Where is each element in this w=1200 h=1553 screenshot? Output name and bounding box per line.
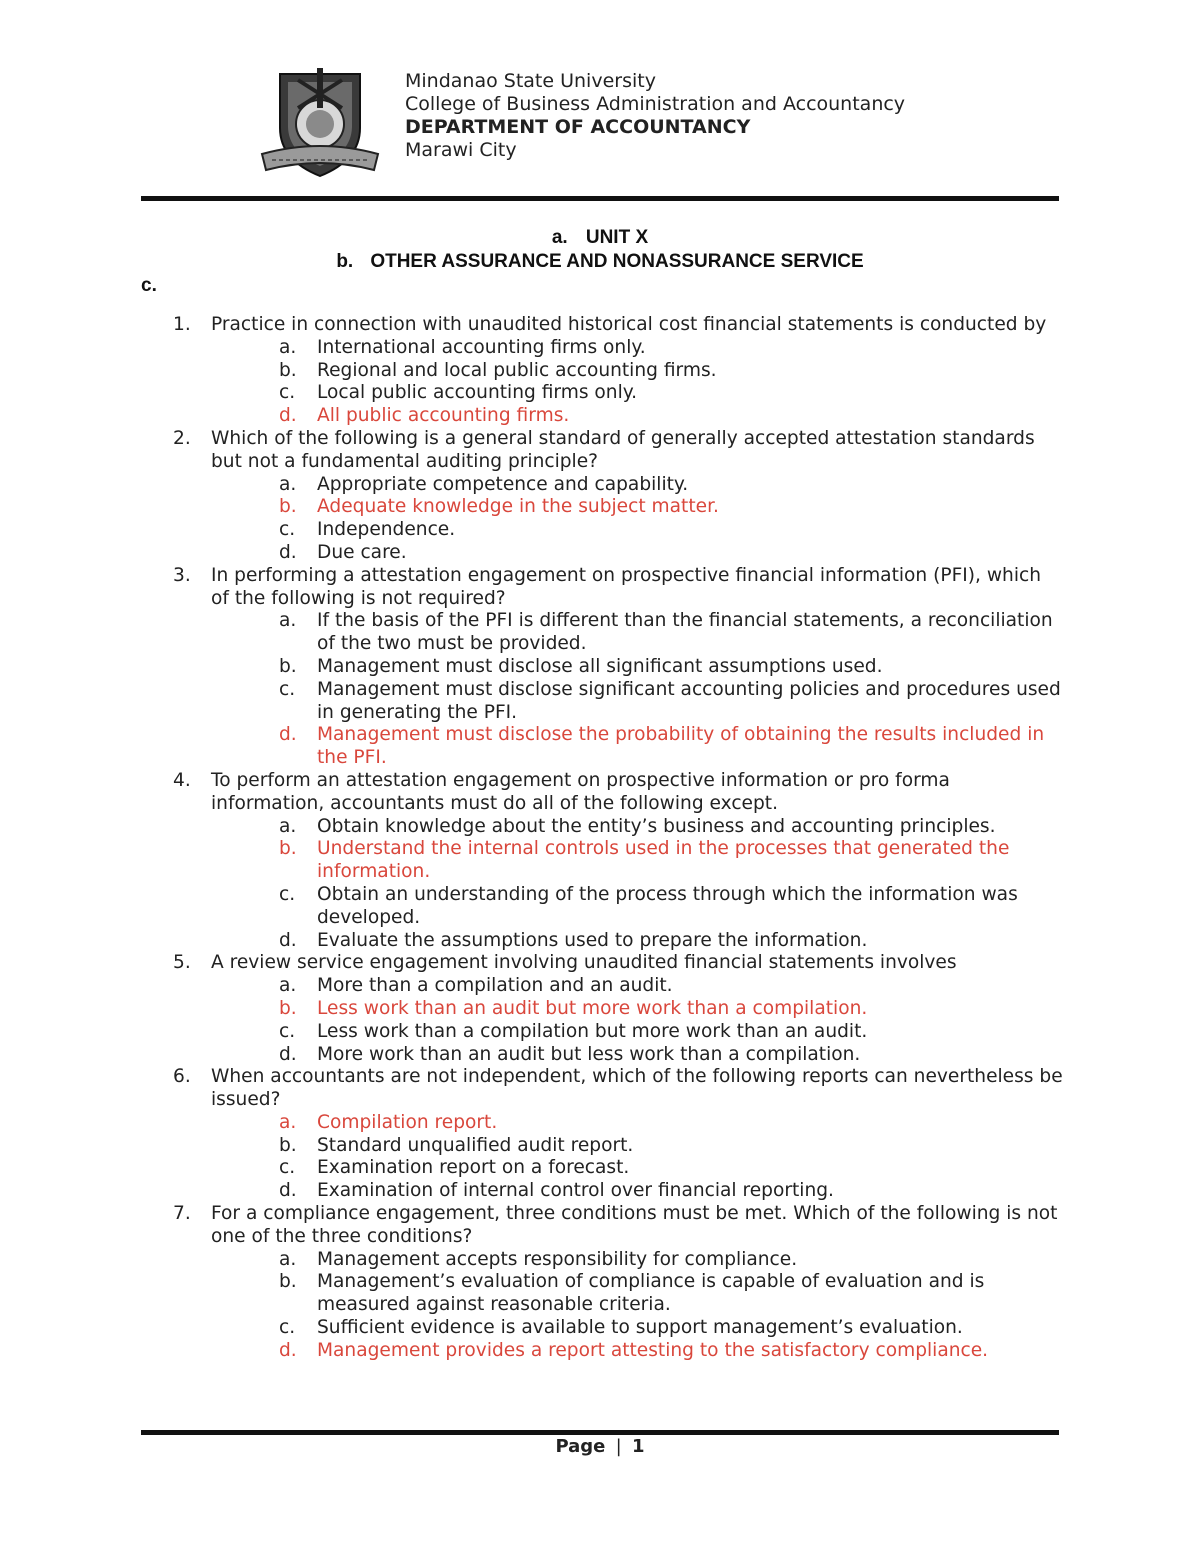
option-item xyxy=(279,496,1063,519)
question-item xyxy=(173,314,1063,428)
option-item xyxy=(279,884,1063,930)
option-item xyxy=(279,474,1063,497)
option-letter: c. xyxy=(279,1020,296,1042)
option-letter: d. xyxy=(279,405,297,427)
option-item xyxy=(279,542,1063,565)
option-letter: b. xyxy=(279,997,297,1019)
option-letter: a. xyxy=(279,1248,297,1270)
option-item xyxy=(279,337,1063,360)
option-letter: d. xyxy=(279,1339,297,1361)
option-text: Local public accounting firms only. xyxy=(317,382,638,404)
unit-title xyxy=(141,226,1059,250)
question-number: 1. xyxy=(173,314,191,335)
option-item xyxy=(279,656,1063,679)
option-letter: a. xyxy=(279,610,297,632)
option-letter: b. xyxy=(279,496,297,518)
option-letter: c. xyxy=(279,519,296,541)
option-text: Less work than an audit but more work than a compilation. xyxy=(317,997,868,1019)
option-list xyxy=(279,1249,1063,1363)
question-number: 2. xyxy=(173,427,191,449)
option-letter: d. xyxy=(279,724,297,746)
question-text: Which of the following is a general standard of generally accepted attestation standards but not a fundamental auditing principle? xyxy=(211,427,1035,472)
option-item xyxy=(279,1044,1063,1067)
option-item xyxy=(279,1021,1063,1044)
option-text: More work than an audit but less work than a compilation. xyxy=(317,1043,861,1065)
option-letter: a. xyxy=(279,975,297,997)
question-number: 5. xyxy=(173,952,191,974)
question-item xyxy=(173,1066,1063,1203)
option-text: Management must disclose significant accounting policies and procedures used in generating the PFI. xyxy=(317,678,1061,723)
option-text: Standard unqualified audit report. xyxy=(317,1134,634,1156)
question-item xyxy=(173,428,1063,565)
city-name: Marawi City xyxy=(405,139,517,161)
option-item xyxy=(279,1271,1063,1317)
option-item xyxy=(279,1135,1063,1158)
question-number: 6. xyxy=(173,1066,191,1088)
option-item xyxy=(279,610,1063,656)
question-text: When accountants are not independent, which of the following reports can nevertheless be issued? xyxy=(211,1066,1063,1111)
option-letter: a. xyxy=(279,336,297,358)
option-list xyxy=(279,816,1063,953)
question-item xyxy=(173,770,1063,952)
option-letter: a. xyxy=(279,473,297,495)
option-letter: d. xyxy=(279,541,297,563)
option-item xyxy=(279,816,1063,839)
question-list xyxy=(173,314,1063,1363)
institution-header xyxy=(405,70,905,162)
option-item xyxy=(279,1340,1063,1363)
question-number: 4. xyxy=(173,769,191,791)
option-list xyxy=(279,474,1063,565)
option-list xyxy=(279,1112,1063,1203)
university-name: Mindanao State University xyxy=(405,70,656,92)
option-text: Obtain an understanding of the process through which the information was developed. xyxy=(317,883,1018,928)
option-text: More than a compilation and an audit. xyxy=(317,975,673,997)
department-name: DEPARTMENT OF ACCOUNTANCY xyxy=(405,116,751,138)
page-separator: | xyxy=(615,1436,622,1457)
option-list xyxy=(279,975,1063,1066)
option-text: Independence. xyxy=(317,519,456,541)
question-item xyxy=(173,1203,1063,1363)
page-footer xyxy=(0,1435,1200,1459)
option-item xyxy=(279,724,1063,770)
question-text: In performing a attestation engagement on prospective financial information (PFI), which of the following is not required? xyxy=(211,564,1041,609)
question-text: To perform an attestation engagement on prospective information or pro forma information, accountants must do all of the following except. xyxy=(211,769,950,814)
option-text: Compilation report. xyxy=(317,1111,498,1133)
option-letter: d. xyxy=(279,929,297,951)
option-text: Evaluate the assumptions used to prepare the information. xyxy=(317,929,868,951)
option-text: International accounting firms only. xyxy=(317,336,646,358)
option-item xyxy=(279,519,1063,542)
option-text: Examination of internal control over financial reporting. xyxy=(317,1180,834,1202)
option-letter: b. xyxy=(279,1134,297,1156)
option-item xyxy=(279,405,1063,428)
empty-title-line xyxy=(141,274,1059,298)
section-title xyxy=(141,250,1059,274)
option-list xyxy=(279,610,1063,770)
unit-title-text: UNIT X xyxy=(585,227,649,248)
option-text: Management must disclose the probability of obtaining the results included in the PFI. xyxy=(317,724,1045,769)
question-text: A review service engagement involving unaudited financial statements involves xyxy=(211,952,957,974)
option-text: Appropriate competence and capability. xyxy=(317,473,689,495)
option-text: Management accepts responsibility for compliance. xyxy=(317,1248,798,1270)
option-letter: a. xyxy=(279,1111,297,1133)
option-text: Obtain knowledge about the entity’s business and accounting principles. xyxy=(317,815,996,837)
option-text: Due care. xyxy=(317,541,407,563)
question-text: For a compliance engagement, three conditions must be met. Which of the following is not one of the three conditions? xyxy=(211,1203,1058,1247)
option-item xyxy=(279,975,1063,998)
option-letter: a. xyxy=(279,815,297,837)
option-letter: c. xyxy=(279,678,296,700)
option-letter: b. xyxy=(279,359,297,381)
question-item xyxy=(173,952,1063,1066)
document-titles xyxy=(141,226,1059,298)
option-list xyxy=(279,337,1063,428)
option-text: Regional and local public accounting firms. xyxy=(317,359,717,381)
option-letter: c. xyxy=(279,382,296,404)
university-seal-icon xyxy=(258,62,382,186)
option-text: Management’s evaluation of compliance is capable of evaluation and is measured against reasonable criteria. xyxy=(317,1271,985,1316)
empty-title-marker: c. xyxy=(141,275,157,296)
option-item xyxy=(279,1157,1063,1180)
option-item xyxy=(279,382,1063,405)
option-letter: c. xyxy=(279,883,296,905)
option-letter: d. xyxy=(279,1043,297,1065)
page-label: Page xyxy=(555,1436,606,1457)
option-text: Management provides a report attesting to the satisfactory compliance. xyxy=(317,1339,989,1361)
option-text: If the basis of the PFI is different than the financial statements, a reconciliation of the two must be provided. xyxy=(317,610,1053,655)
option-letter: d. xyxy=(279,1180,297,1202)
unit-title-marker: a. xyxy=(551,227,568,248)
option-text: Management must disclose all significant assumptions used. xyxy=(317,655,883,677)
header-divider xyxy=(141,196,1059,201)
option-item xyxy=(279,1180,1063,1203)
option-letter: b. xyxy=(279,655,297,677)
option-text: Less work than a compilation but more work than an audit. xyxy=(317,1020,868,1042)
option-item xyxy=(279,679,1063,725)
option-letter: c. xyxy=(279,1317,296,1339)
option-item xyxy=(279,1249,1063,1272)
option-letter: c. xyxy=(279,1157,296,1179)
college-name: College of Business Administration and Accountancy xyxy=(405,93,906,115)
question-number: 3. xyxy=(173,564,191,586)
option-letter: b. xyxy=(279,838,297,860)
page-number: 1 xyxy=(632,1436,645,1457)
option-text: Understand the internal controls used in the processes that generated the information. xyxy=(317,838,1010,883)
option-text: Examination report on a forecast. xyxy=(317,1157,630,1179)
section-title-marker: b. xyxy=(336,251,354,272)
option-item xyxy=(279,360,1063,383)
option-item xyxy=(279,930,1063,953)
option-text: Adequate knowledge in the subject matter. xyxy=(317,496,719,518)
question-item xyxy=(173,565,1063,770)
section-title-text: OTHER ASSURANCE AND NONASSURANCE SERVICE xyxy=(370,251,864,272)
option-item xyxy=(279,838,1063,884)
option-item xyxy=(279,998,1063,1021)
option-item xyxy=(279,1317,1063,1340)
question-text: Practice in connection with unaudited historical cost financial statements is conducted by xyxy=(211,314,1047,335)
question-number: 7. xyxy=(173,1203,191,1225)
option-item xyxy=(279,1112,1063,1135)
option-text: Sufficient evidence is available to support management’s evaluation. xyxy=(317,1317,963,1339)
option-text: All public accounting firms. xyxy=(317,405,570,427)
option-letter: b. xyxy=(279,1271,297,1293)
